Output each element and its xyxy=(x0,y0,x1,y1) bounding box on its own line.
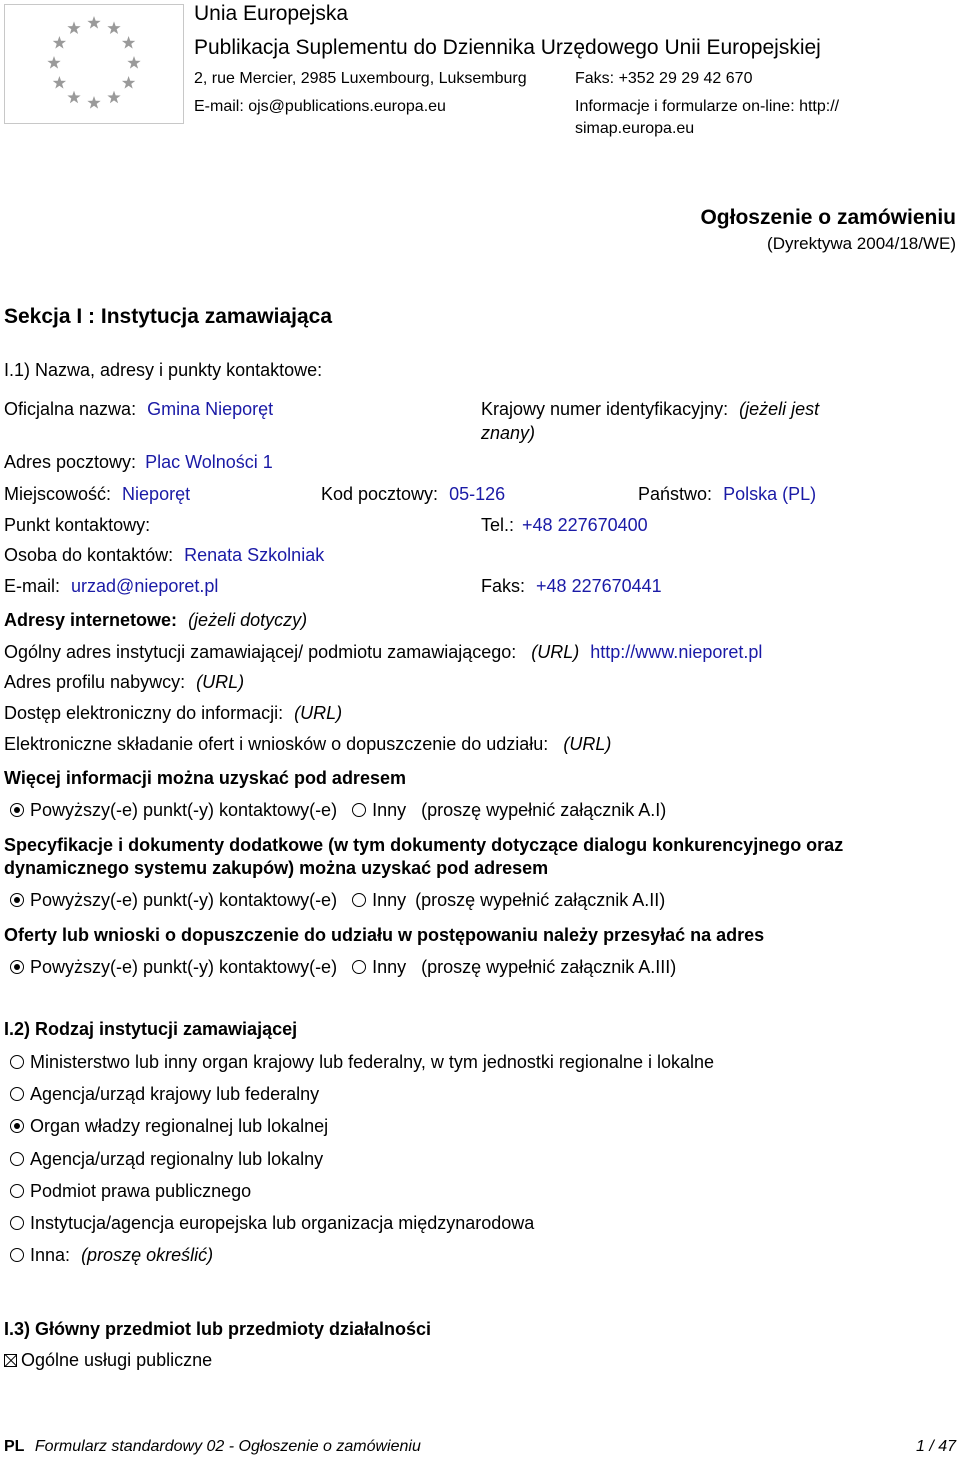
offers-options xyxy=(10,957,676,978)
eu-flag-logo xyxy=(4,4,184,124)
general-address-row xyxy=(4,642,762,663)
specs-note: (proszę wypełnić załącznik A.II) xyxy=(415,890,666,910)
official-name-row xyxy=(4,399,273,420)
s12-radio-other[interactable] xyxy=(10,1248,24,1262)
offers-opt2-label: Inny xyxy=(372,957,407,977)
header-fax: Faks: +352 29 29 42 670 xyxy=(575,70,753,87)
star-icon xyxy=(53,76,66,89)
postal-row xyxy=(4,452,273,473)
star-icon xyxy=(53,36,66,49)
star-icon xyxy=(47,56,60,69)
official-name-value: Gmina Nieporęt xyxy=(147,399,274,419)
footer-page-number: 1 / 47 xyxy=(915,1438,956,1455)
star-icon xyxy=(87,96,100,109)
general-address-url-note: (URL) xyxy=(531,642,580,662)
notice-title: Ogłoszenie o zamówieniu xyxy=(700,206,956,229)
s12-option-european-label: Instytucja/agencja europejska lub organizacja międzynarodowa xyxy=(30,1213,535,1233)
offers-heading: Oferty lub wnioski o dopuszczenie do udziału w postępowaniu należy przesyłać na adres xyxy=(4,925,765,945)
contact-person-value: Renata Szkolniak xyxy=(184,545,325,565)
more-info-options xyxy=(10,800,666,821)
star-icon xyxy=(67,91,80,104)
fax-value: +48 227670441 xyxy=(536,576,662,596)
s11-heading: I.1) Nazwa, adresy i punkty kontaktowe: xyxy=(4,360,323,380)
header-org: Unia Europejska xyxy=(194,2,349,25)
more-info-opt2-label: Inny xyxy=(372,800,407,820)
more-info-heading: Więcej informacji można uzyskać pod adresem xyxy=(4,768,406,788)
s12-radio-regional-authority[interactable] xyxy=(10,1119,24,1133)
email-row xyxy=(4,576,218,597)
header-publication: Publikacja Suplementu do Dziennika Urzędowego Unii Europejskiej xyxy=(194,36,821,59)
internet-row xyxy=(4,610,307,631)
s13-item xyxy=(4,1350,212,1371)
more-info-radio-other[interactable] xyxy=(352,803,366,817)
official-name-label: Oficjalna nazwa: xyxy=(4,399,137,419)
postal-value: Plac Wolności 1 xyxy=(145,452,273,472)
notice-directive: (Dyrektywa 2004/18/WE) xyxy=(767,234,956,253)
s12-radio-european[interactable] xyxy=(10,1216,24,1230)
specs-opt1-label: Powyższy(-e) punkt(-y) kontaktowy(-e) xyxy=(30,890,338,910)
star-icon xyxy=(87,16,100,29)
zip-row xyxy=(321,484,505,505)
electronic-access-label: Dostęp elektroniczny do informacji: xyxy=(4,703,284,723)
s12-radio-national-agency[interactable] xyxy=(10,1087,24,1101)
offers-radio-contact[interactable] xyxy=(10,960,24,974)
s13-checkbox-icon[interactable] xyxy=(4,1354,17,1367)
fax-label: Faks: xyxy=(481,576,526,596)
postal-label: Adres pocztowy: xyxy=(4,452,137,472)
offers-note: (proszę wypełnić załącznik A.III) xyxy=(421,957,677,977)
tel-label: Tel.: xyxy=(481,515,515,535)
s12-option-ministry xyxy=(10,1052,714,1073)
section-heading: Sekcja I : Instytucja zamawiająca xyxy=(4,305,333,328)
tel-value: +48 227670400 xyxy=(522,515,648,535)
header-info-line2: simap.europa.eu xyxy=(575,120,695,137)
city-row xyxy=(4,484,190,505)
star-icon xyxy=(127,56,140,69)
s12-option-other xyxy=(10,1245,213,1266)
contact-point-label: Punkt kontaktowy: xyxy=(4,515,151,535)
star-icon xyxy=(107,21,120,34)
header-address: 2, rue Mercier, 2985 Luxembourg, Luksemburg xyxy=(194,70,527,87)
more-info-note: (proszę wypełnić załącznik A.I) xyxy=(421,800,667,820)
electronic-submission-note: (URL) xyxy=(563,734,612,754)
email-label: E-mail: xyxy=(4,576,61,596)
specs-radio-contact[interactable] xyxy=(10,893,24,907)
specs-heading-line1: Specyfikacje i dokumenty dodatkowe (w tym dokumenty dotyczące dialogu konkurencyjnego oraz xyxy=(4,835,844,855)
national-id-label: Krajowy numer identyfikacyjny: xyxy=(481,399,729,419)
s12-other-note: (proszę określić) xyxy=(81,1245,214,1265)
s12-option-other-label: Inna: xyxy=(30,1245,71,1265)
fax-row xyxy=(481,576,662,597)
specs-options xyxy=(10,890,665,911)
star-icon xyxy=(67,21,80,34)
s13-value: Ogólne usługi publiczne xyxy=(21,1350,213,1370)
city-label: Miejscowość: xyxy=(4,484,112,504)
more-info-opt1-label: Powyższy(-e) punkt(-y) kontaktowy(-e) xyxy=(30,800,338,820)
s12-option-regional-authority-label: Organ władzy regionalnej lub lokalnej xyxy=(30,1116,329,1136)
internet-note: (jeżeli dotyczy) xyxy=(188,610,308,630)
s12-heading: I.2) Rodzaj instytucji zamawiającej xyxy=(4,1019,298,1039)
s12-option-regional-agency-label: Agencja/urząd regionalny lub lokalny xyxy=(30,1149,324,1169)
buyer-profile-row xyxy=(4,672,244,693)
general-address-link[interactable]: http://www.nieporet.pl xyxy=(590,642,763,662)
s12-option-national-agency xyxy=(10,1084,319,1105)
header-info-line1: Informacje i formularze on-line: http:// xyxy=(575,98,840,115)
s12-option-regional-authority xyxy=(10,1116,328,1137)
specs-opt2-label: Inny xyxy=(372,890,407,910)
zip-value: 05-126 xyxy=(449,484,506,504)
s12-option-regional-agency xyxy=(10,1149,323,1170)
country-value: Polska (PL) xyxy=(723,484,817,504)
contact-person-label: Osoba do kontaktów: xyxy=(4,545,174,565)
electronic-access-note: (URL) xyxy=(294,703,343,723)
national-id-row xyxy=(481,399,819,420)
contact-person-row xyxy=(4,545,324,566)
general-address-label: Ogólny adres instytucji zamawiającej/ podmiotu zamawiającego: xyxy=(4,642,517,662)
s12-radio-ministry[interactable] xyxy=(10,1055,24,1069)
footer-form-line xyxy=(4,1438,421,1456)
offers-radio-other[interactable] xyxy=(352,960,366,974)
electronic-submission-label: Elektroniczne składanie ofert i wniosków o dopuszczenie do udziału: xyxy=(4,734,549,754)
eu-stars-icon xyxy=(5,5,183,123)
electronic-submission-row xyxy=(4,734,611,755)
city-value: Nieporęt xyxy=(122,484,191,504)
s12-option-public-law xyxy=(10,1181,251,1202)
electronic-access-row xyxy=(4,703,342,724)
buyer-profile-label: Adres profilu nabywcy: xyxy=(4,672,186,692)
header-email: E-mail: ojs@publications.europa.eu xyxy=(194,98,446,115)
country-label: Państwo: xyxy=(638,484,713,504)
s12-option-european xyxy=(10,1213,534,1234)
s12-option-national-agency-label: Agencja/urząd krajowy lub federalny xyxy=(30,1084,320,1104)
tel-row xyxy=(481,515,648,536)
s12-radio-public-law[interactable] xyxy=(10,1184,24,1198)
zip-label: Kod pocztowy: xyxy=(321,484,439,504)
email-value[interactable]: urzad@nieporet.pl xyxy=(71,576,219,596)
more-info-radio-contact[interactable] xyxy=(10,803,24,817)
specs-radio-other[interactable] xyxy=(352,893,366,907)
offers-opt1-label: Powyższy(-e) punkt(-y) kontaktowy(-e) xyxy=(30,957,338,977)
national-id-note: (jeżeli jest xyxy=(739,399,820,419)
s13-heading: I.3) Główny przedmiot lub przedmioty działalności xyxy=(4,1319,432,1339)
s12-radio-regional-agency[interactable] xyxy=(10,1152,24,1166)
buyer-profile-note: (URL) xyxy=(196,672,245,692)
star-icon xyxy=(122,76,135,89)
s12-option-public-law-label: Podmiot prawa publicznego xyxy=(30,1181,252,1201)
s12-option-ministry-label: Ministerstwo lub inny organ krajowy lub federalny, w tym jednostki regionalne i lokalne xyxy=(30,1052,714,1072)
footer-form-name: Formularz standardowy 02 - Ogłoszenie o zamówieniu xyxy=(34,1438,421,1455)
star-icon xyxy=(122,36,135,49)
specs-heading-line2: dynamicznego systemu zakupów) można uzyskać pod adresem xyxy=(4,858,549,878)
internet-label: Adresy internetowe: xyxy=(4,610,178,630)
country-row xyxy=(638,484,816,505)
star-icon xyxy=(107,91,120,104)
footer-lang: PL xyxy=(4,1438,25,1455)
national-id-note-cont: znany) xyxy=(481,423,536,443)
